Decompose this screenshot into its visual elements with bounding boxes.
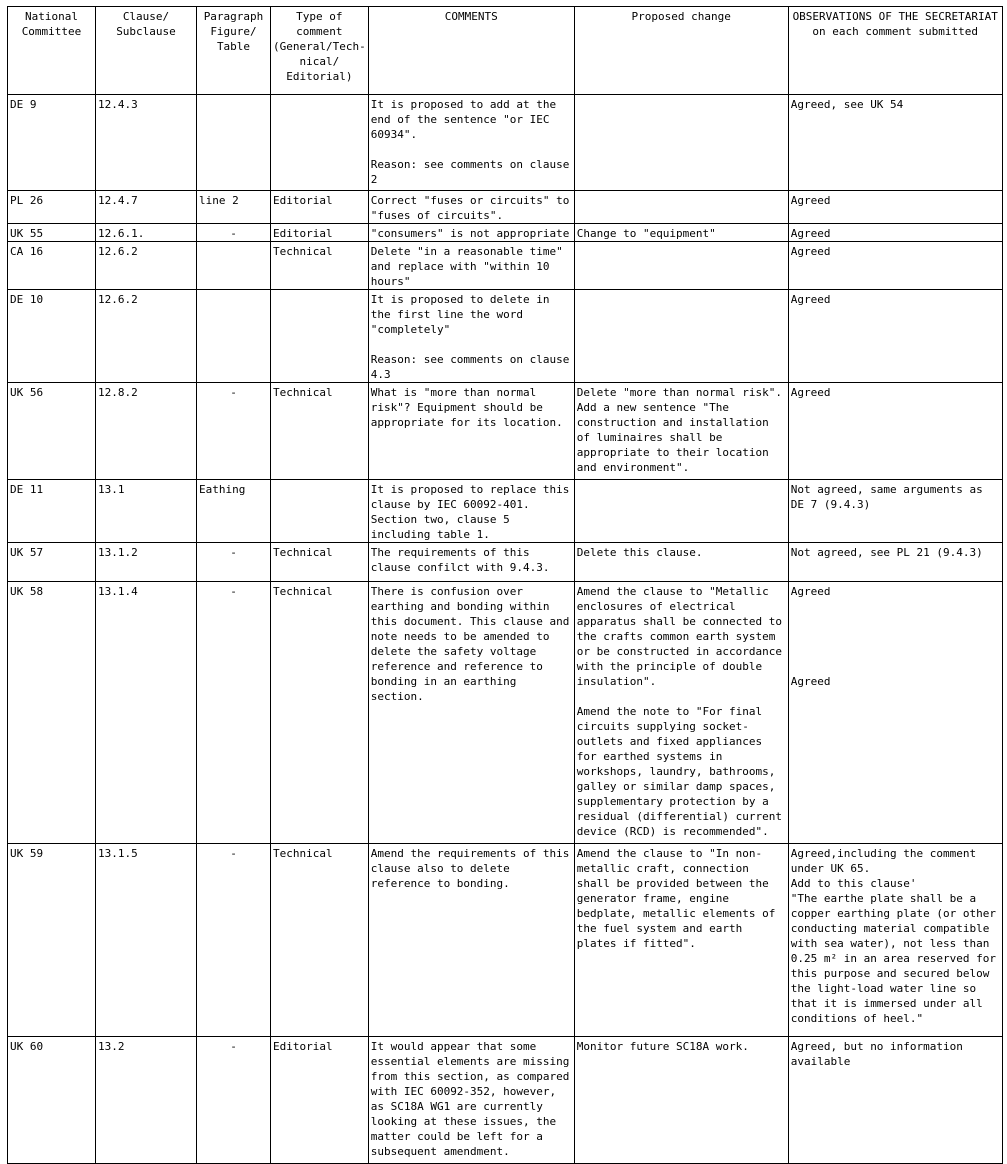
cell-clause: 12.4.3	[96, 95, 197, 191]
cell-clause: 13.2	[96, 1037, 197, 1164]
cell-observations: Not agreed, same arguments as DE 7 (9.4.3)	[788, 480, 1002, 543]
cell-proposed	[574, 242, 788, 290]
cell-proposed	[574, 191, 788, 224]
cell-type	[271, 290, 369, 383]
cell-proposed: Delete "more than normal risk". Add a new sentence "The construction and installation of luminaires shall be appropriate to their location and environment".	[574, 383, 788, 480]
table-row	[8, 844, 1003, 1037]
cell-clause: 13.1.5	[96, 844, 197, 1037]
header-national-committee: National Committee	[8, 7, 96, 95]
cell-paragraph: Eathing	[197, 480, 271, 543]
cell-clause: 12.6.1.	[96, 224, 197, 242]
cell-type: Technical	[271, 582, 369, 844]
cell-committee: DE 10	[8, 290, 96, 383]
cell-comments: What is "more than normal risk"? Equipment should be appropriate for its location.	[368, 383, 574, 480]
cell-comments: Correct "fuses or circuits" to "fuses of circuits".	[368, 191, 574, 224]
cell-proposed: Amend the clause to "Metallic enclosures of electrical apparatus shall be connected to the crafts common earth system or be constructed in accordance with the principle of double insulation". Amend the note to "For final circuits supplying socket-outlets and fixed appliances for earthed systems in workshops, laundry, bathrooms, galley or similar damp spaces, supplementary protection by a residual (differential) current device (RCD) is recommended".	[574, 582, 788, 844]
cell-paragraph	[197, 290, 271, 383]
cell-paragraph	[197, 95, 271, 191]
cell-committee: UK 56	[8, 383, 96, 480]
cell-type: Editorial	[271, 224, 369, 242]
cell-observations: Not agreed, see PL 21 (9.4.3)	[788, 543, 1002, 582]
table-row	[8, 95, 1003, 191]
cell-comments: Amend the requirements of this clause also to delete reference to bonding.	[368, 844, 574, 1037]
cell-observations: Agreed	[788, 242, 1002, 290]
cell-proposed: Monitor future SC18A work.	[574, 1037, 788, 1164]
cell-paragraph: line 2	[197, 191, 271, 224]
cell-proposed	[574, 290, 788, 383]
cell-committee: UK 58	[8, 582, 96, 844]
cell-paragraph: -	[197, 383, 271, 480]
table-row	[8, 383, 1003, 480]
cell-proposed: Amend the clause to "In non-metallic craft, connection shall be provided between the generator frame, engine bedplate, metallic elements of the fuel system and earth plates if fitted".	[574, 844, 788, 1037]
table-row	[8, 543, 1003, 582]
cell-observations: Agreed, but no information available	[788, 1037, 1002, 1164]
cell-committee: DE 11	[8, 480, 96, 543]
cell-paragraph: -	[197, 844, 271, 1037]
cell-comments: The requirements of this clause confilct with 9.4.3.	[368, 543, 574, 582]
cell-committee: CA 16	[8, 242, 96, 290]
table-row	[8, 224, 1003, 242]
cell-clause: 13.1.2	[96, 543, 197, 582]
cell-clause: 12.6.2	[96, 290, 197, 383]
cell-paragraph	[197, 242, 271, 290]
cell-proposed: Delete this clause.	[574, 543, 788, 582]
cell-committee: UK 55	[8, 224, 96, 242]
table-row	[8, 480, 1003, 543]
header-observations: OBSERVATIONS OF THE SECRETARIAT on each comment submitted	[788, 7, 1002, 95]
cell-type: Technical	[271, 242, 369, 290]
header-comments: COMMENTS	[368, 7, 574, 95]
cell-comments: Delete "in a reasonable time" and replace with "within 10 hours"	[368, 242, 574, 290]
cell-type: Editorial	[271, 1037, 369, 1164]
cell-committee: UK 59	[8, 844, 96, 1037]
cell-type: Technical	[271, 543, 369, 582]
header-paragraph: Paragraph Figure/ Table	[197, 7, 271, 95]
cell-clause: 13.1.4	[96, 582, 197, 844]
cell-comments: There is confusion over earthing and bonding within this document. This clause and note needs to be amended to delete the safety voltage reference and reference to bonding in an earthing section.	[368, 582, 574, 844]
cell-observations: Agreed	[788, 290, 1002, 383]
table-row	[8, 290, 1003, 383]
cell-committee: DE 9	[8, 95, 96, 191]
header-clause: Clause/ Subclause	[96, 7, 197, 95]
cell-paragraph: -	[197, 582, 271, 844]
cell-proposed	[574, 95, 788, 191]
cell-type: Editorial	[271, 191, 369, 224]
cell-clause: 12.4.7	[96, 191, 197, 224]
cell-clause: 13.1	[96, 480, 197, 543]
cell-clause: 12.6.2	[96, 242, 197, 290]
header-proposed-change: Proposed change	[574, 7, 788, 95]
cell-clause: 12.8.2	[96, 383, 197, 480]
cell-proposed	[574, 480, 788, 543]
cell-observations: Agreed Agreed	[788, 582, 1002, 844]
cell-committee: PL 26	[8, 191, 96, 224]
table-row	[8, 1037, 1003, 1164]
cell-committee: UK 57	[8, 543, 96, 582]
cell-observations: Agreed, see UK 54	[788, 95, 1002, 191]
cell-comments: It is proposed to replace this clause by IEC 60092-401. Section two, clause 5 including table 1.	[368, 480, 574, 543]
cell-type	[271, 95, 369, 191]
cell-observations: Agreed,including the comment under UK 65. Add to this clause' "The earthe plate shall be a copper earthing plate (or other conducting material compatible with sea water), not less than 0.25 m² in an area reserved for this purpose and secured below the light-load water line so that it is immersed under all conditions of heel."	[788, 844, 1002, 1037]
cell-paragraph: -	[197, 1037, 271, 1164]
header-type-of-comment: Type of comment (General/Tech- nical/ Editorial)	[271, 7, 369, 95]
cell-type: Technical	[271, 383, 369, 480]
comments-table	[7, 6, 1003, 1164]
cell-proposed: Change to "equipment"	[574, 224, 788, 242]
cell-comments: It is proposed to delete in the first line the word "completely" Reason: see comments on clause 4.3	[368, 290, 574, 383]
cell-comments: It would appear that some essential elements are missing from this section, as compared with IEC 60092-352, however, as SC18A WG1 are currently looking at these issues, the matter could be left for a subsequent amendment.	[368, 1037, 574, 1164]
header-row	[8, 7, 1003, 95]
cell-observations: Agreed	[788, 191, 1002, 224]
cell-type	[271, 480, 369, 543]
table-row	[8, 191, 1003, 224]
cell-paragraph: -	[197, 224, 271, 242]
cell-observations: Agreed	[788, 224, 1002, 242]
cell-comments: "consumers" is not appropriate	[368, 224, 574, 242]
cell-comments: It is proposed to add at the end of the sentence "or IEC 60934". Reason: see comments on clause 2	[368, 95, 574, 191]
cell-committee: UK 60	[8, 1037, 96, 1164]
cell-observations: Agreed	[788, 383, 1002, 480]
cell-paragraph: -	[197, 543, 271, 582]
table-row	[8, 582, 1003, 844]
table-row	[8, 242, 1003, 290]
cell-type: Technical	[271, 844, 369, 1037]
